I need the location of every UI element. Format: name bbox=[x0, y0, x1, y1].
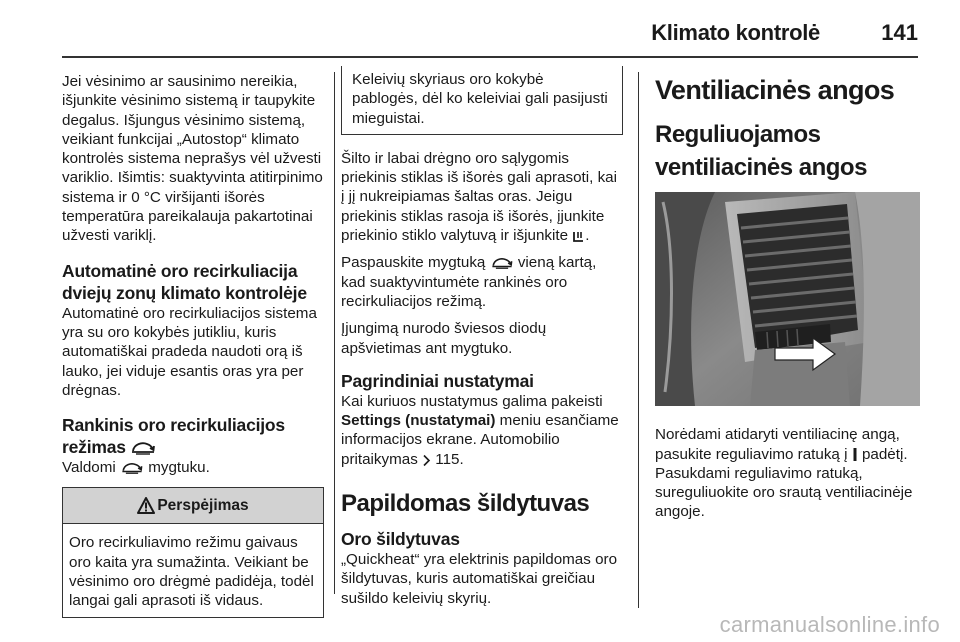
manual-text-a: Valdomi bbox=[62, 459, 116, 477]
settings-menu-name: Settings (nustatymai) bbox=[341, 412, 496, 430]
recirculation-icon bbox=[120, 461, 144, 475]
basic-settings-text bbox=[341, 392, 623, 469]
auto-recirculation-text: Automatinė oro recirkuliacijos sistema yra su oro kokybės jutikliu, kuris automatiškai pradeda naudoti orą iš lauko, jei viduje esantis oras yra per drėgnas. bbox=[62, 304, 317, 399]
fog-text-a: Šilto ir labai drėgno oro sąlygomis priekinis stiklas iš išorės gali aprasoti, kai į jį nukreipiamas šaltas oras. Jeigu priekinis stiklas rasoja iš išorės, įjunkite priekinio stiklo valytuvą ir išjunkite bbox=[341, 149, 618, 245]
auto-recirculation-heading: Automatinė oro recirkuliacija dviejų zonų klimato kontrolėje bbox=[62, 260, 307, 303]
manual-recirculation-text bbox=[62, 458, 324, 477]
warning-triangle-icon bbox=[137, 497, 155, 514]
air-heater-heading: Oro šildytuvas bbox=[341, 529, 460, 550]
warning-header bbox=[63, 488, 323, 524]
vents-text bbox=[655, 425, 920, 521]
recirculation-icon bbox=[130, 440, 156, 456]
warning-title: Perspėjimas bbox=[157, 497, 249, 515]
warning-body: Oro recirkuliavimo režimu gaivaus oro kaita yra sumažinta. Veikiant be vėsinimo oro drėgmė padidėja, todėl langai gali aprasoti iš vidaus. bbox=[69, 534, 314, 610]
manual-recirculation-heading bbox=[62, 414, 324, 458]
warning-box bbox=[62, 487, 324, 617]
wiper-icon bbox=[572, 230, 585, 243]
vents-text-b: padėtį. Pasukdami reguliavimo ratuką, sureguliuokite oro srautą ventiliacinėje angoje. bbox=[655, 445, 913, 521]
column-left bbox=[62, 72, 324, 618]
basic-text-a: Kai kuriuos nustatymus galima pakeisti bbox=[341, 392, 603, 410]
vents-title: Ventiliacinės angos bbox=[655, 75, 895, 105]
aux-heater-heading: Papildomas šildytuvas bbox=[341, 490, 590, 518]
page-header bbox=[62, 14, 918, 58]
basic-ref-page: 115. bbox=[435, 450, 464, 468]
open-position-icon bbox=[852, 447, 858, 462]
air-heater-text: „Quickheat“ yra elektrinis papildomas oro šildytuvas, kuris automatiškai greičiau sušildo keleivių skyrių. bbox=[341, 551, 618, 607]
recirculation-icon bbox=[490, 256, 514, 270]
fog-paragraph bbox=[341, 149, 623, 245]
watermark: carmanualsonline.info bbox=[719, 612, 940, 637]
vent-photo bbox=[655, 192, 920, 406]
chapter-title: Klimato kontrolė bbox=[651, 20, 820, 45]
column-middle bbox=[341, 72, 623, 616]
vents-text-a: Norėdami atidaryti ventiliacinę angą, pasukite reguliavimo ratuką į bbox=[655, 426, 900, 463]
page-reference-icon bbox=[422, 454, 431, 467]
column-right bbox=[655, 72, 920, 530]
press-text-a: Paspauskite mygtuką bbox=[341, 254, 486, 272]
note-box: Keleivių skyriaus oro kokybė pablogės, dėl ko keleiviai gali pasijusti mieguistai. bbox=[341, 66, 623, 135]
fog-text-b: . bbox=[585, 227, 590, 245]
column-rule bbox=[334, 72, 335, 594]
press-text-b: vieną kartą, kad suaktyvintumėte rankinės oro recirkuliacijos režimą. bbox=[341, 254, 597, 310]
adjustable-vents-heading: Reguliuojamos ventiliacinės angos bbox=[655, 121, 867, 181]
led-paragraph: Įjungimą nurodo šviesos diodų apšvietimas ant mygtuko. bbox=[341, 320, 547, 357]
intro-paragraph: Jei vėsinimo ar sausinimo nereikia, išjunkite vėsinimo sistemą ir taupykite degalus. Išjungus vėsinimo sistemą, veikiant funkcijai „Autostop“ klimato kontrolės sistema neprašys vėl užvesti variklio. Išimtis: suaktyvinta atitirpinimo sistema ir 0 °C viršijanti išorės temperatūra pareikalauja pakartotinai užvesti variklį. bbox=[62, 73, 323, 245]
basic-settings-heading: Pagrindiniai nustatymai bbox=[341, 370, 534, 391]
manual-recirculation-heading-text: Rankinis oro recirkuliacijos režimas bbox=[62, 415, 285, 458]
page-number: 141 bbox=[881, 20, 918, 45]
press-paragraph bbox=[341, 253, 623, 311]
basic-text-b: meniu esančiame informacijos ekrane. Automobilio pritaikymas bbox=[341, 412, 619, 468]
column-rule bbox=[638, 72, 639, 608]
manual-text-b: mygtuku. bbox=[148, 459, 210, 477]
